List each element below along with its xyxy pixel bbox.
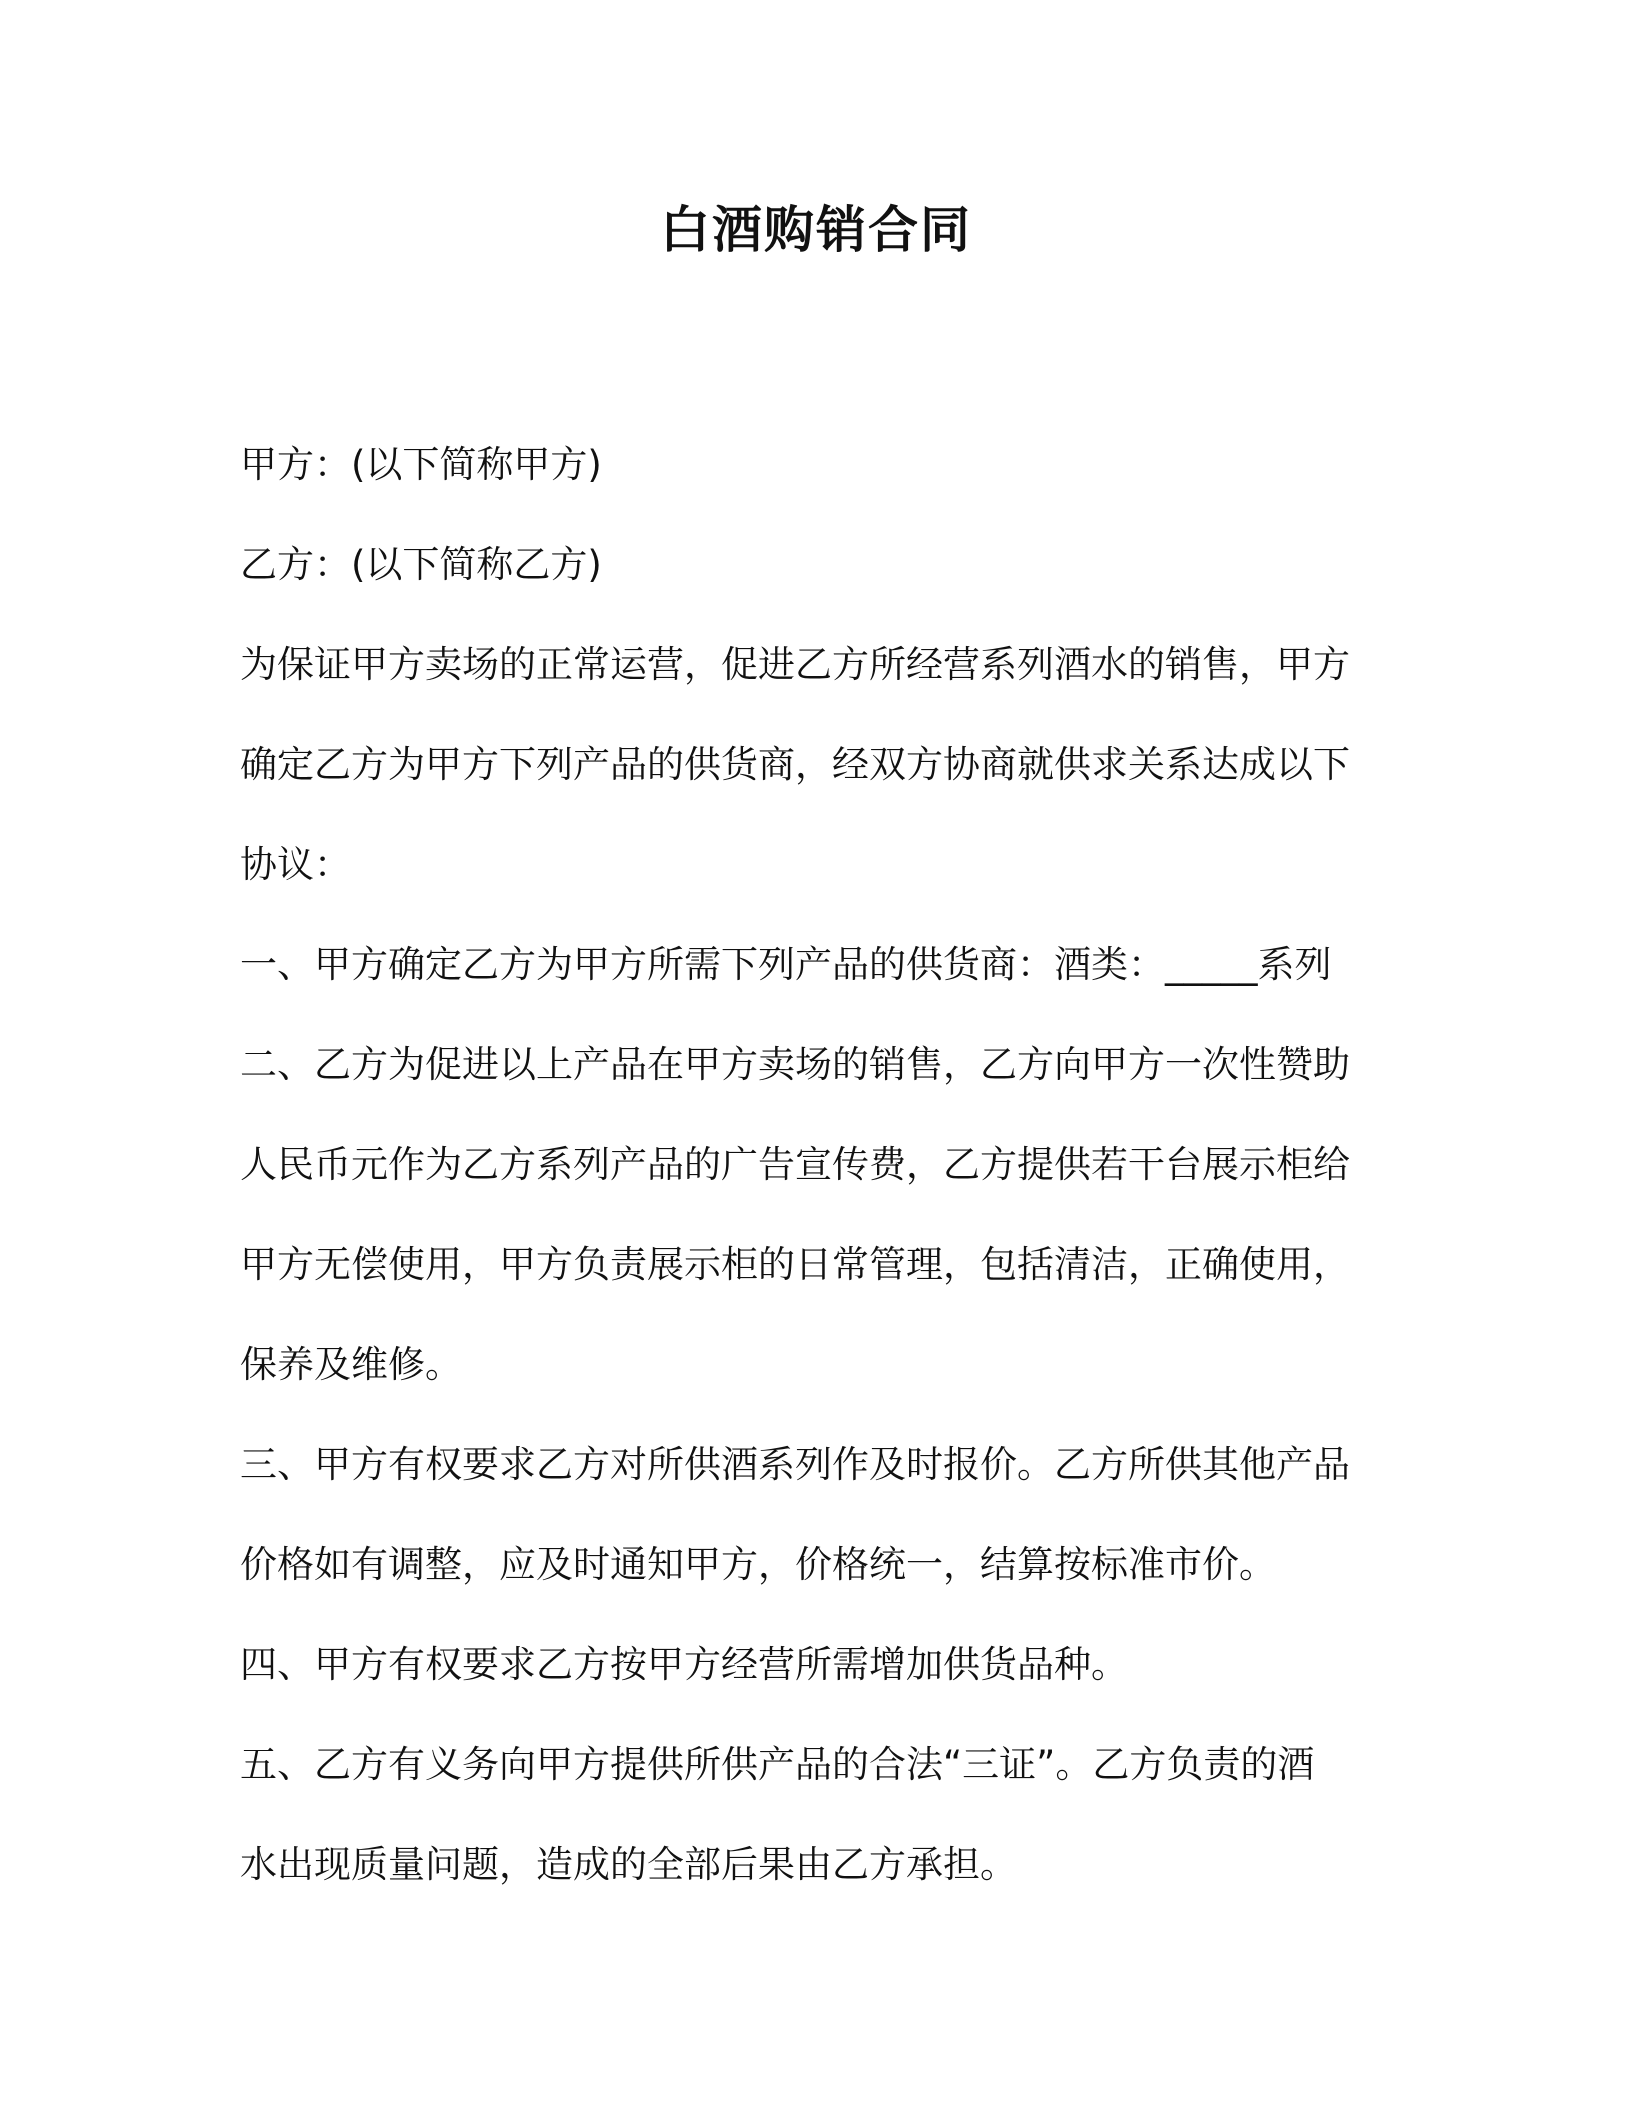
- clause-3: [240, 1415, 1365, 1615]
- clause-4: [240, 1615, 1365, 1715]
- text-line: 四、甲方有权要求乙方按甲方经营所需增加供货品种。: [240, 1643, 1128, 1686]
- text-line: 人民币元作为乙方系列产品的广告宣传费，乙方提供若干台展示柜给: [240, 1143, 1350, 1186]
- text-line: 为保证甲方卖场的正常运营，促进乙方所经营系列酒水的销售，甲方: [240, 643, 1350, 686]
- text-line: 乙方：(以下简称乙方): [240, 543, 602, 586]
- clause-2: [240, 1015, 1365, 1415]
- text-line: 保养及维修。: [240, 1343, 462, 1386]
- text-line: 价格如有调整，应及时通知甲方，价格统一，结算按标准市价。: [240, 1543, 1276, 1586]
- text-line: 协议：: [240, 843, 351, 886]
- clause-5: [240, 1715, 1365, 1915]
- text-line: 二、乙方为促进以上产品在甲方卖场的销售，乙方向甲方一次性赞助: [240, 1043, 1350, 1086]
- party-a-line: [240, 415, 1365, 515]
- party-b-line: [240, 515, 1365, 615]
- text-line: 甲方无偿使用，甲方负责展示柜的日常管理，包括清洁，正确使用，: [240, 1243, 1350, 1286]
- clause-1: [240, 915, 1365, 1015]
- document-title: 白酒购销合同: [660, 201, 972, 259]
- text-line: 水出现质量问题，造成的全部后果由乙方承担。: [240, 1843, 1017, 1886]
- text-line: 甲方：(以下简称甲方): [240, 443, 602, 486]
- document-body: [240, 415, 1365, 1915]
- text-line: 一、甲方确定乙方为甲方所需下列产品的供货商：酒类：_____系列: [240, 943, 1332, 986]
- text-line: 确定乙方为甲方下列产品的供货商，经双方协商就供求关系达成以下: [240, 743, 1350, 786]
- text-line: 三、甲方有权要求乙方对所供酒系列作及时报价。乙方所供其他产品: [240, 1443, 1350, 1486]
- text-line: 五、乙方有义务向甲方提供所供产品的合法“三证”。乙方负责的酒: [240, 1743, 1315, 1786]
- preamble-paragraph: [240, 615, 1365, 915]
